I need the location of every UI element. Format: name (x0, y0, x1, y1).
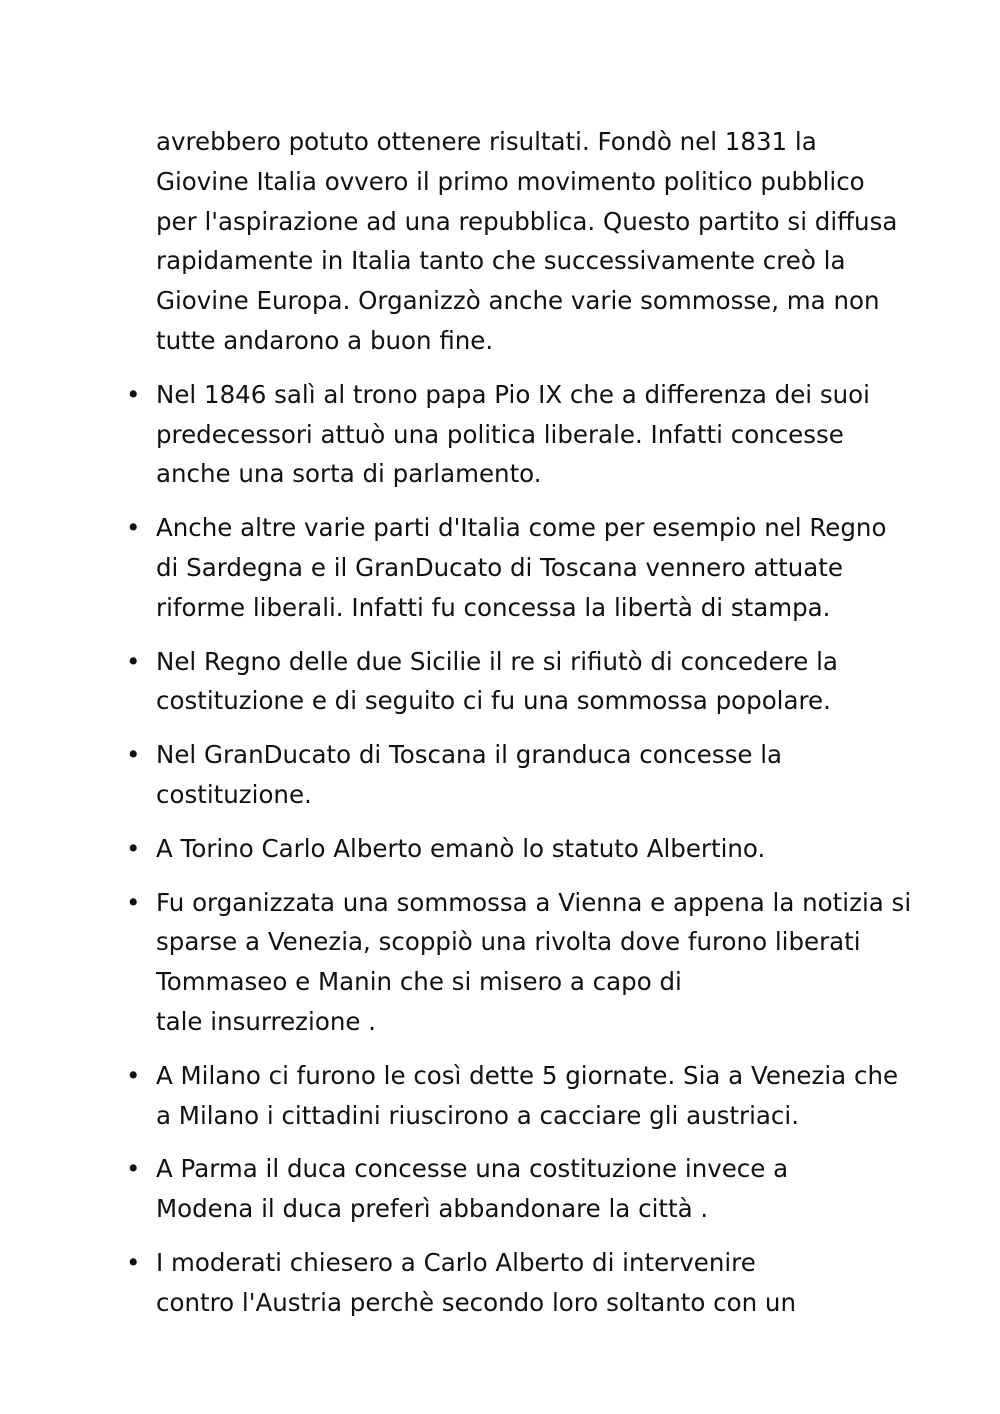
text-line: I moderati chiesero a Carlo Alberto di intervenire (156, 1247, 756, 1277)
text-line: costituzione e di seguito ci fu una sommossa popolare. (156, 686, 831, 716)
bullet-icon: • (126, 379, 141, 409)
document-body (126, 122, 916, 1337)
text-line: tale insurrezione . (156, 1006, 376, 1036)
text-line: tutte andarono a buon fine. (156, 325, 494, 355)
text-line: A Milano ci furono le così dette 5 giornate. Sia a Venezia che (156, 1060, 899, 1090)
bullet-icon: • (126, 1060, 141, 1090)
text-line: predecessori attuò una politica liberale. Infatti concesse (156, 419, 844, 449)
bullet-item (126, 375, 916, 494)
text-line: Giovine Italia ovvero il primo movimento politico pubblico (156, 166, 865, 196)
text-line: costituzione. (156, 779, 312, 809)
bullet-item (126, 829, 916, 869)
bullet-icon: • (126, 740, 141, 770)
bullet-icon: • (126, 887, 141, 917)
text-line: di Sardegna e il GranDucato di Toscana vennero attuate (156, 552, 843, 582)
text-line: riforme liberali. Infatti fu concessa la libertà di stampa. (156, 592, 831, 622)
text-line: avrebbero potuto ottenere risultati. Fondò nel 1831 la (156, 127, 817, 156)
bullet-icon: • (126, 1247, 141, 1277)
bullet-item (126, 508, 916, 627)
text-line: contro l'Austria perchè secondo loro soltanto con un (156, 1287, 796, 1317)
bullet-icon: • (126, 1154, 141, 1184)
text-line: sparse a Venezia, scoppiò una rivolta dove furono liberati (156, 927, 861, 957)
bullet-icon: • (126, 833, 141, 863)
bullet-item (126, 642, 916, 722)
bullet-item (126, 1149, 916, 1229)
bullet-icon: • (126, 513, 141, 543)
bullet-item (126, 1056, 916, 1136)
text-line: A Parma il duca concesse una costituzione invece a (156, 1154, 789, 1184)
bullet-item (126, 735, 916, 815)
text-line: per l'aspirazione ad una repubblica. Questo partito si diffusa (156, 206, 898, 236)
bullet-item (126, 883, 916, 1042)
text-line: a Milano i cittadini riuscirono a cacciare gli austriaci. (156, 1100, 799, 1130)
text-line: Nel Regno delle due Sicilie il re si rifiutò di concedere la (156, 646, 838, 676)
bullet-item (126, 1243, 916, 1323)
text-line: anche una sorta di parlamento. (156, 459, 542, 489)
text-line: Nel GranDucato di Toscana il granduca concesse la (156, 740, 783, 770)
text-line: Tommaseo e Manin che si misero a capo di (156, 967, 682, 997)
continuation-paragraph (156, 122, 916, 361)
text-line: Modena il duca preferì abbandonare la città . (156, 1194, 709, 1224)
bullet-icon: • (126, 646, 141, 676)
text-line: rapidamente in Italia tanto che successivamente creò la (156, 246, 846, 276)
text-line: Giovine Europa. Organizzò anche varie sommosse, ma non (156, 286, 880, 316)
text-line: A Torino Carlo Alberto emanò lo statuto Albertino. (156, 833, 766, 863)
text-line: Anche altre varie parti d'Italia come per esempio nel Regno (156, 513, 887, 543)
text-line: Nel 1846 salì al trono papa Pio IX che a differenza dei suoi (156, 379, 870, 409)
text-line: Fu organizzata una sommossa a Vienna e appena la notizia si (156, 887, 912, 917)
